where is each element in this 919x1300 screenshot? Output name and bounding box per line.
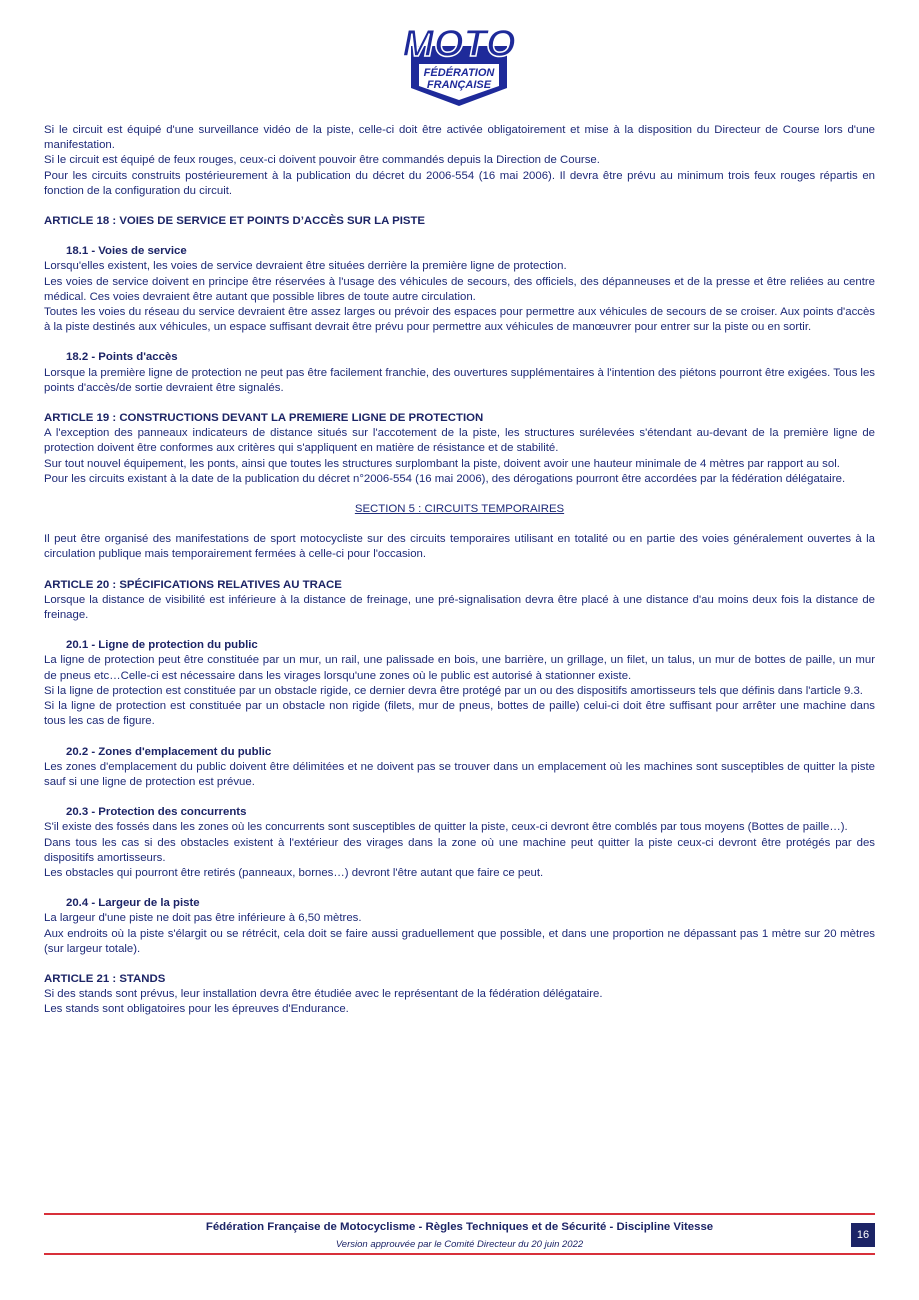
article-heading: ARTICLE 21 : STANDS: [44, 972, 166, 985]
spacer: [44, 790, 875, 805]
spacer: [44, 487, 875, 502]
page-number: 16: [851, 1223, 875, 1247]
spacer: [44, 563, 875, 578]
logo-line2: FRANÇAISE: [426, 79, 492, 91]
paragraph: Si le circuit est équipé de feux rouges, ceux-ci doivent pouvoir être commandés depuis la Direction de Course.: [44, 154, 600, 167]
paragraph: Toutes les voies du réseau du service devraient être assez larges ou prévoir des espaces pour permettre aux véhicules de secours de se croiser. Aux points d'accès à la piste destinés aux véhicules, un espace suffisant devrait être prévu pour permettre aux véhicules de manœuvrer pour entrer sur la piste ou en sortir.: [44, 306, 875, 334]
spacer: [44, 623, 875, 638]
subsection-heading: 20.1 - Ligne de protection du public: [66, 639, 258, 652]
footer-version: Version approuvée par le Comité Directeur du 20 juin 2022: [335, 1239, 584, 1250]
paragraph: Sur tout nouvel équipement, les ponts, ainsi que toutes les structures surplombant la piste, doivent avoir une hauteur minimale de 4 mètres par rapport au sol.: [44, 457, 840, 470]
ffm-logo: [393, 16, 525, 108]
paragraph: Pour les circuits existant à la date de la publication du décret n°2006-554 (16 mai 2006), des dérogations pourront être accordées par la fédération délégataire.: [44, 472, 846, 485]
paragraph: Dans tous les cas si des obstacles existent à l'extérieur des virages dans la zone où une machine peut quitter la piste ceux-ci devront être protégés par des dispositifs amortisseurs.: [44, 836, 875, 864]
paragraph: Lorsqu'elles existent, les voies de service devraient être situées derrière la première ligne de protection.: [44, 260, 567, 273]
paragraph: Lorsque la distance de visibilité est inférieure à la distance de freinage, une pré-signalisation devra être placé à une distance d'au moins deux fois la distance de freinage.: [44, 593, 875, 622]
subsection-heading: 18.1 - Voies de service: [66, 245, 187, 258]
article-heading: ARTICLE 19 : CONSTRUCTIONS DEVANT LA PREMIERE LIGNE DE PROTECTION: [44, 412, 484, 425]
paragraph: Si le circuit est équipé d'une surveillance vidéo de la piste, celle-ci doit être activée obligatoirement et mise à la disposition du Directeur de Course lors d'une manifestation.: [44, 124, 875, 152]
logo-word: MOTO: [402, 23, 516, 65]
paragraph: Les voies de service doivent en principe être réservées à l'usage des véhicules de secours, des officiels, des dépanneuses et de la presse et être reliées au centre médical. Ces voies devraient être autant que possible libres de toute autre circulation.: [44, 275, 875, 303]
article-heading: ARTICLE 20 : SPÉCIFICATIONS RELATIVES AU TRACE: [44, 578, 342, 591]
spacer: [44, 881, 875, 896]
document-body: [44, 123, 875, 1018]
subsection-heading: 18.2 - Points d'accès: [66, 351, 178, 364]
spacer: [44, 957, 875, 972]
paragraph: Il peut être organisé des manifestations de sport motocycliste sur des circuits temporaires utilisant en totalité ou en partie des voies généralement ouvertes à la circulation publique mais temporairement fermées à celle-ci pour l'occasion.: [44, 533, 875, 561]
paragraph: S'il existe des fossés dans les zones où les concurrents sont susceptibles de quitter la piste, ceux-ci devront être comblés par tous moyens (Bottes de paille…).: [44, 821, 848, 834]
article-heading: ARTICLE 18 : VOIES DE SERVICE ET POINTS D’ACCÈS SUR LA PISTE: [44, 215, 426, 228]
paragraph: Pour les circuits construits postérieurement à la publication du décret du 2006-554 (16 mai 2006). Il devra être prévu au minimum trois feux rouges répartis en fonction de la configuration du circuit.: [44, 169, 875, 197]
subsection-heading: 20.4 - Largeur de la piste: [66, 897, 200, 910]
footer-rule-top: [44, 1213, 875, 1215]
subsection-heading: 20.3 - Protection des concurrents: [66, 806, 247, 819]
footer-rule-bottom: [44, 1253, 875, 1255]
spacer: [44, 199, 875, 214]
paragraph: A l'exception des panneaux indicateurs de distance situés sur l'accotement de la piste, les structures surélevées s'étendant au-devant de la première ligne de protection doivent être conformes aux critères qui s'appliquent en matière de résistance et de stabilité.: [44, 427, 875, 455]
spacer: [44, 730, 875, 745]
spacer: [44, 229, 875, 244]
section-heading: SECTION 5 : CIRCUITS TEMPORAIRES: [354, 503, 565, 516]
subsection-heading: 20.2 - Zones d'emplacement du public: [66, 745, 272, 758]
spacer: [44, 517, 875, 532]
paragraph: Si la ligne de protection est constituée par un obstacle non rigide (filets, mur de pneus, bottes de paille) celui-ci doit être suffisant pour arrêter une machine dans tous les cas de figure.: [44, 700, 875, 728]
paragraph: Les stands sont obligatoires pour les épreuves d'Endurance.: [44, 1003, 349, 1016]
paragraph: La ligne de protection peut être constituée par un mur, un rail, une palissade en bois, une barrière, un grillage, un filet, un talus, un mur de bottes de paille, un mur de pneus etc…Celle-ci est nécessaire dans les virages lorsqu'une zones où le public est autorisé à stationner existe.: [44, 654, 875, 682]
spacer: [44, 335, 875, 350]
paragraph: Les obstacles qui pourront être retirés (panneaux, bornes…) devront l'être autant que faire ce peut.: [44, 866, 544, 879]
paragraph: Lorsque la première ligne de protection ne peut pas être facilement franchie, des ouvertures supplémentaires à l'intention des piétons pourront être exigées. Tous les points d'accès/de sortie devraient être signalés.: [44, 366, 875, 394]
footer-title: Fédération Française de Motocyclisme - Règles Techniques et de Sécurité - Discipline Vitesse: [205, 1221, 714, 1233]
paragraph: Les zones d'emplacement du public doivent être délimitées et ne doivent pas se trouver dans un emplacement où les machines sont susceptibles de quitter la piste sauf si une ligne de protection est prévue.: [44, 760, 875, 788]
paragraph: Aux endroits où la piste s'élargit ou se rétrécit, cela doit se faire aussi graduellement que possible, et dans une proportion ne dépassant pas 1 mètre sur 20 mètres (sur largeur totale).: [44, 927, 875, 955]
logo-line1: FÉDÉRATION: [423, 67, 495, 79]
paragraph: La largeur d'une piste ne doit pas être inférieure à 6,50 mètres.: [44, 912, 362, 925]
spacer: [44, 396, 875, 411]
paragraph: Si la ligne de protection est constituée par un obstacle rigide, ce dernier devra être protégé par un ou des dispositifs amortisseurs tels que définis dans l'article 9.3.: [44, 684, 863, 697]
paragraph: Si des stands sont prévus, leur installation devra être étudiée avec le représentant de la fédération délégataire.: [44, 988, 603, 1001]
